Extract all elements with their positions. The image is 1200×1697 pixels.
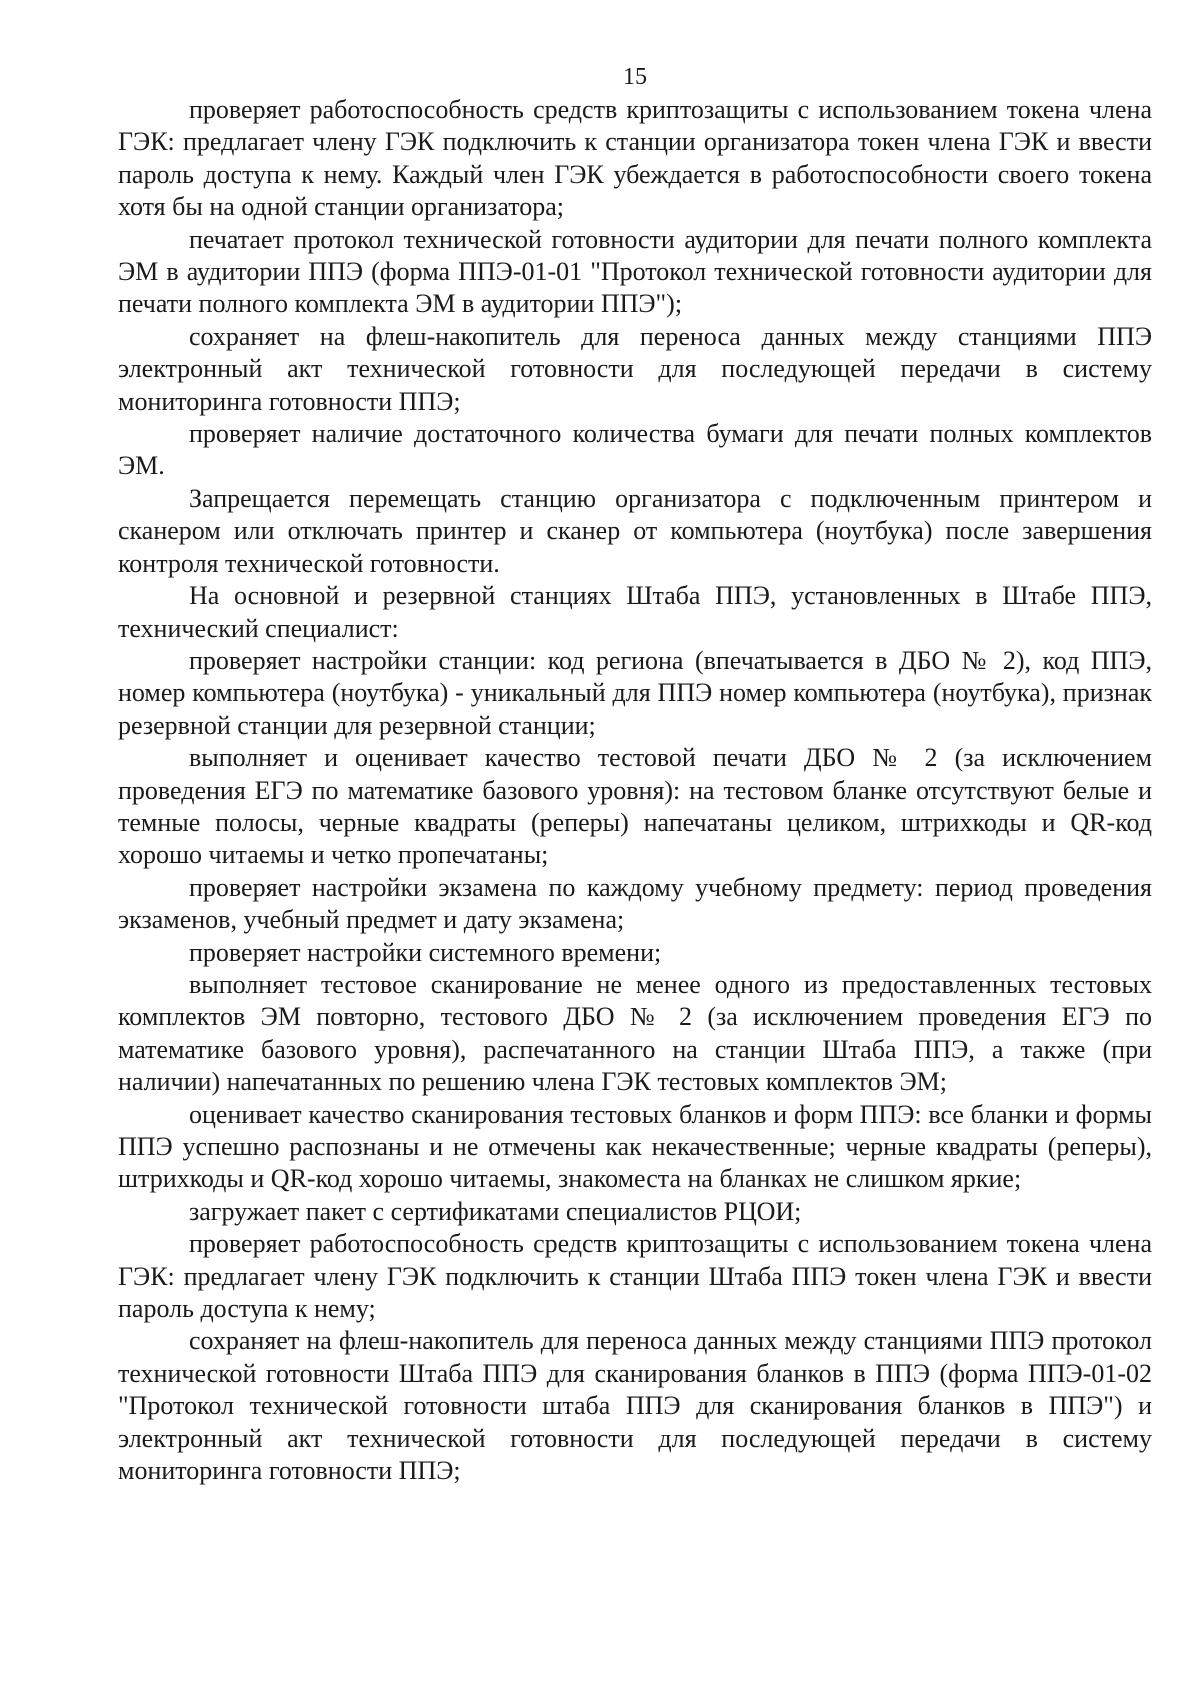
paragraph: На основной и резервной станциях Штаба ППЭ, установленных в Штабе ППЭ, технический специалист: — [118, 581, 1152, 643]
paragraph: выполняет и оценивает качество тестовой печати ДБО № 2 (за исключением проведения ЕГЭ по математике базового уровня): на тестовом бланке отсутствуют белые и темные полосы, черные квадраты (реперы) напечатаны целиком, штрихкоды и QR-код хорошо читаемы и четко пропечатаны; — [118, 743, 1152, 870]
paragraph: сохраняет на флеш-накопитель для переноса данных между станциями ППЭ протокол технической готовности Штаба ППЭ для сканирования бланков в ППЭ (форма ППЭ-01-02 "Протокол технической готовности штаба ППЭ для сканирования бланков в ППЭ") и электронный акт технической готовности для последующей передачи в систему мониторинга готовности ППЭ; — [118, 1326, 1152, 1486]
paragraph: оценивает качество сканирования тестовых бланков и форм ППЭ: все бланки и формы ППЭ успешно распознаны и не отмечены как некачественные; черные квадраты (реперы), штрихкоды и QR-код хорошо читаемы, знакоместа на бланках не слишком яркие; — [118, 1099, 1152, 1194]
paragraph: печатает протокол технической готовности аудитории для печати полного комплекта ЭМ в аудитории ППЭ (форма ППЭ-01-01 "Протокол технической готовности аудитории для печати полного комплекта ЭМ в аудитории ППЭ"); — [118, 224, 1152, 319]
paragraph: загружает пакет с сертификатами специалистов РЦОИ; — [189, 1196, 802, 1226]
paragraph: проверяет настройки экзамена по каждому учебному предмету: период проведения экзаменов, учебный предмет и дату экзамена; — [118, 872, 1152, 935]
paragraph: Запрещается перемещать станцию организатора с подключенным принтером и сканером или отключать принтер и сканер от компьютера (ноутбука) после завершения контроля технической готовности. — [118, 483, 1152, 578]
paragraph: проверяет работоспособность средств криптозащиты с использованием токена члена ГЭК: предлагает члену ГЭК подключить к станции Штаба ППЭ токен члена ГЭК и ввести пароль доступа к нему; — [118, 1229, 1152, 1324]
paragraph: проверяет работоспособность средств криптозащиты с использованием токена члена ГЭК: предлагает члену ГЭК подключить к станции организатора токен члена ГЭК и ввести пароль доступа к нему. Каждый член ГЭК убеждается в работоспособности своего токена хотя бы на одной станции организатора; — [118, 95, 1152, 222]
paragraph: выполняет тестовое сканирование не менее одного из предоставленных тестовых комплектов ЭМ повторно, тестового ДБО № 2 (за исключением проведения ЕГЭ по математике базового уровня), распечатанного на станции Штаба ППЭ, а также (при наличии) напечатанных по решению члена ГЭК тестовых комплектов ЭМ; — [118, 969, 1152, 1097]
paragraph: сохраняет на флеш-накопитель для переноса данных между станциями ППЭ электронный акт технической готовности для последующей передачи в систему мониторинга готовности ППЭ; — [118, 321, 1152, 416]
page-number: 15 — [623, 64, 647, 90]
paragraph: проверяет настройки системного времени; — [189, 937, 662, 967]
paragraph: проверяет наличие достаточного количества бумаги для печати полных комплектов ЭМ. — [118, 419, 1152, 481]
paragraph: проверяет настройки станции: код региона (впечатывается в ДБО № 2), код ППЭ, номер компьютера (ноутбука) - уникальный для ППЭ номер компьютера (ноутбука), признак резервной станции для резервной станции; — [118, 645, 1152, 740]
document-page — [118, 62, 1152, 1487]
